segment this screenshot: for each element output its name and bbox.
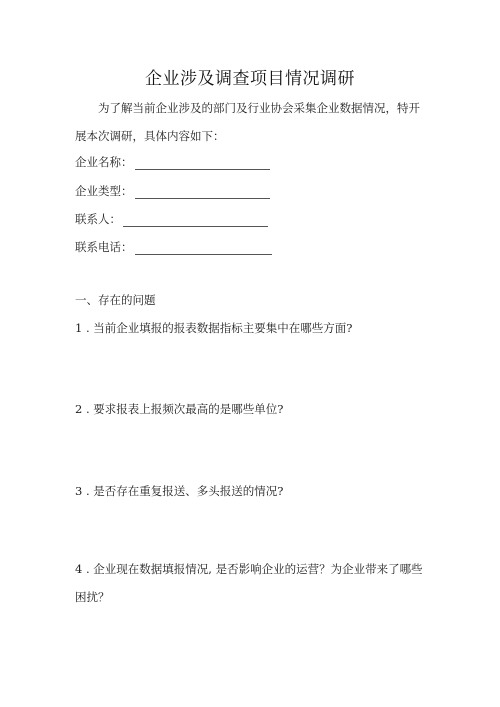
contact-phone-label: 联系电话： <box>75 240 133 254</box>
section-heading: 一、存在的问题 <box>75 293 156 307</box>
question-4 <box>75 555 435 611</box>
contact-person-label: 联系人： <box>75 212 121 226</box>
question-3: 3 . 是否存在重复报送、多头报送的情况? <box>75 484 284 498</box>
company-name-input-line[interactable] <box>135 155 270 170</box>
question-4-line1: 4 . 企业现在数据填报情况, 是否影响企业的运营？为企业带来了哪些 <box>75 562 423 576</box>
company-type-field <box>75 183 270 199</box>
company-type-label: 企业类型： <box>75 184 133 198</box>
company-type-input-line[interactable] <box>135 184 270 199</box>
question-1: 1 . 当前企业填报的报表数据指标主要集中在哪些方面? <box>75 321 353 335</box>
company-name-field <box>75 154 270 170</box>
contact-person-field <box>75 211 268 227</box>
intro-paragraph-line2: 展本次调研，具体内容如下： <box>75 129 225 143</box>
question-4-line2: 困扰？ <box>75 590 110 604</box>
intro-paragraph-line1: 为了解当前企业涉及的部门及行业协会采集企业数据情况，特开 <box>98 101 420 115</box>
contact-phone-field <box>75 239 272 255</box>
company-name-label: 企业名称： <box>75 155 133 169</box>
contact-phone-input-line[interactable] <box>135 240 272 255</box>
document-title: 企业涉及调查项目情况调研 <box>145 69 355 89</box>
question-2: 2 . 要求报表上报频次最高的是哪些单位? <box>75 402 284 416</box>
contact-person-input-line[interactable] <box>123 212 268 227</box>
